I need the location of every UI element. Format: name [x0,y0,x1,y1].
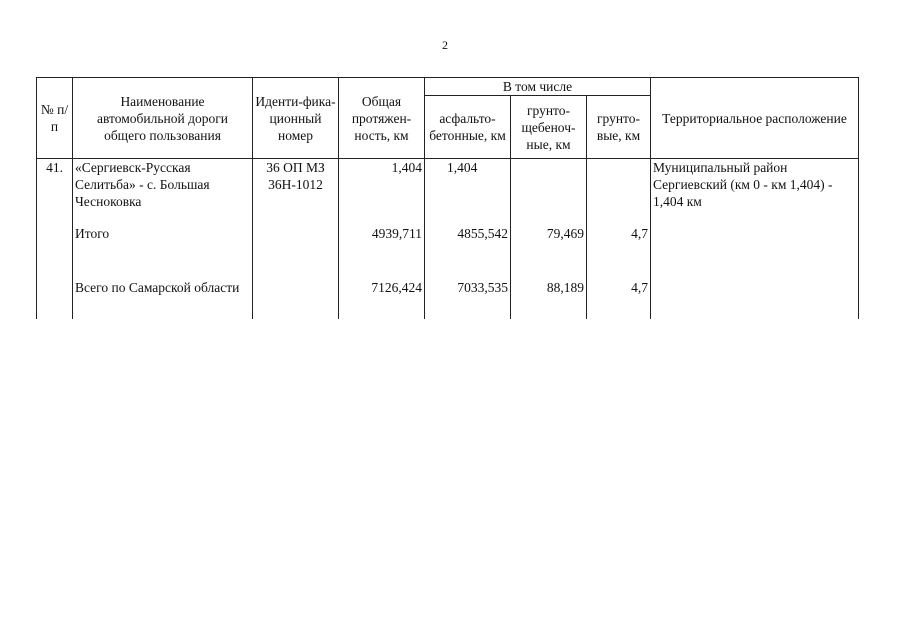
subtotal-row [37,225,859,279]
header-asphalt: асфальто-бетонные, км [425,96,511,159]
total-gravel: 88,189 [511,279,587,319]
row-num: 41. [37,159,73,226]
header-num: № п/п [37,78,73,159]
header-location: Территориальное расположение [651,78,859,159]
subtotal-length: 4939,711 [339,225,425,279]
subtotal-dirt: 4,7 [587,225,651,279]
page-number: 2 [442,38,448,52]
row-dirt [587,159,651,226]
subtotal-asphalt: 4855,542 [425,225,511,279]
row-gravel [511,159,587,226]
total-dirt: 4,7 [587,279,651,319]
roads-table [36,77,859,319]
subtotal-label: Итого [73,225,253,279]
header-id: Иденти-фика-ционный номер [253,78,339,159]
total-length: 7126,424 [339,279,425,319]
row-name: «Сергиевск-Русская Селитьба» - с. Большая Чесноковка [73,159,253,226]
header-group: В том числе [425,78,651,96]
table-row [37,159,859,226]
header-name: Наименование автомобильной дороги общего пользования [73,78,253,159]
total-row [37,279,859,319]
row-asphalt: 1,404 [425,159,511,226]
header-length: Общая протяжен-ность, км [339,78,425,159]
total-label: Всего по Самарской области [73,279,253,319]
row-id: 36 ОП МЗ 36Н-1012 [253,159,339,226]
total-asphalt: 7033,535 [425,279,511,319]
header-dirt: грунто-вые, км [587,96,651,159]
row-location: Муниципальный район Сергиевский (км 0 - км 1,404) - 1,404 км [651,159,859,226]
subtotal-gravel: 79,469 [511,225,587,279]
row-length: 1,404 [339,159,425,226]
header-gravel: грунто-щебеноч-ные, км [511,96,587,159]
